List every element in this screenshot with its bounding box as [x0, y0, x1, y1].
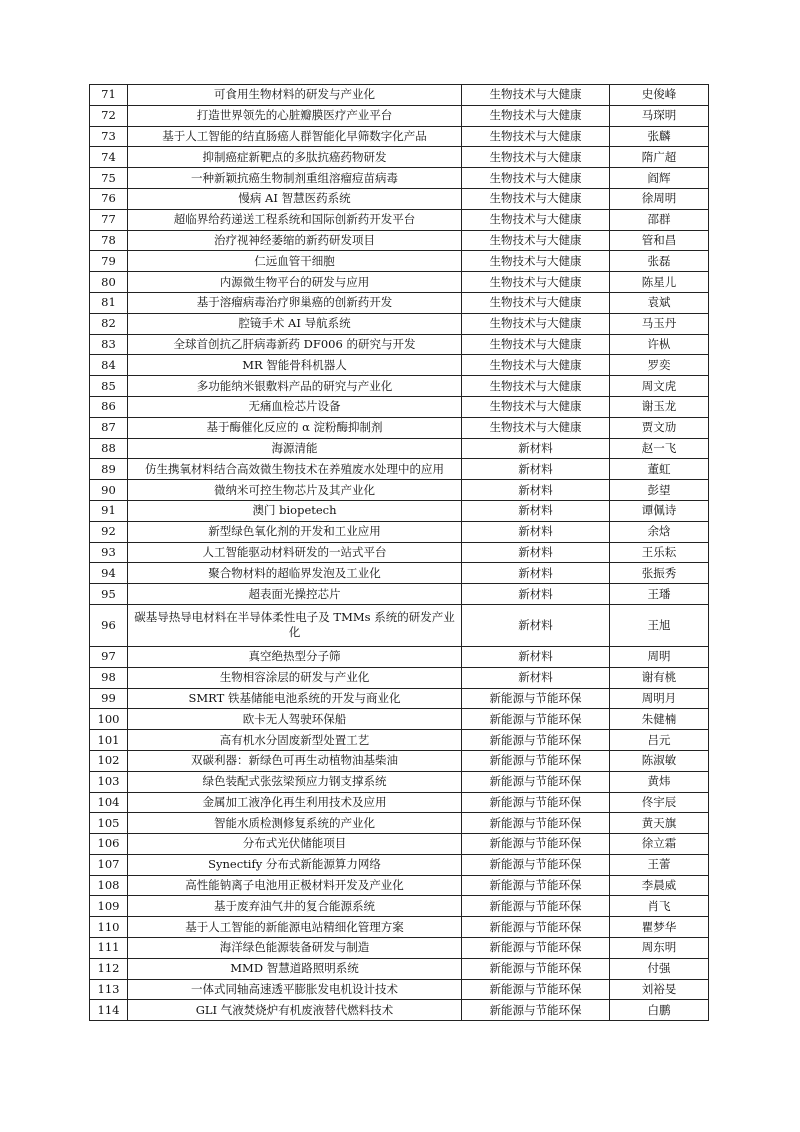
project-leader: 朱健楠	[610, 709, 709, 730]
table-row	[90, 500, 709, 521]
project-name: 超表面光操控芯片	[128, 584, 462, 605]
table-row	[90, 730, 709, 751]
project-name: 微纳米可控生物芯片及其产业化	[128, 480, 462, 501]
project-field: 生物技术与大健康	[462, 292, 610, 313]
table-row	[90, 147, 709, 168]
row-number: 112	[90, 958, 128, 979]
project-leader: 刘裕旻	[610, 979, 709, 1000]
table-row	[90, 168, 709, 189]
table-row	[90, 105, 709, 126]
table-row	[90, 417, 709, 438]
project-field: 新能源与节能环保	[462, 938, 610, 959]
table-row	[90, 979, 709, 1000]
project-leader: 陈星儿	[610, 272, 709, 293]
project-field: 生物技术与大健康	[462, 126, 610, 147]
project-field: 新能源与节能环保	[462, 979, 610, 1000]
project-field: 新能源与节能环保	[462, 813, 610, 834]
project-field: 新材料	[462, 521, 610, 542]
row-number: 99	[90, 688, 128, 709]
project-field: 新能源与节能环保	[462, 792, 610, 813]
project-leader: 管和昌	[610, 230, 709, 251]
table-row	[90, 521, 709, 542]
project-field: 生物技术与大健康	[462, 168, 610, 189]
row-number: 106	[90, 834, 128, 855]
row-number: 111	[90, 938, 128, 959]
table-row	[90, 709, 709, 730]
project-field: 新材料	[462, 667, 610, 688]
project-leader: 赵一飞	[610, 438, 709, 459]
project-field: 生物技术与大健康	[462, 209, 610, 230]
row-number: 74	[90, 147, 128, 168]
project-field: 新能源与节能环保	[462, 709, 610, 730]
project-field: 新能源与节能环保	[462, 771, 610, 792]
project-field: 新材料	[462, 438, 610, 459]
project-name: 慢病 AI 智慧医药系统	[128, 188, 462, 209]
project-field: 生物技术与大健康	[462, 272, 610, 293]
project-name: 可食用生物材料的研发与产业化	[128, 85, 462, 106]
table-row	[90, 896, 709, 917]
table-row	[90, 209, 709, 230]
row-number: 79	[90, 251, 128, 272]
project-name: 腔镜手术 AI 导航系统	[128, 313, 462, 334]
project-name: 绿色装配式张弦梁预应力钢支撑系统	[128, 771, 462, 792]
table-row	[90, 230, 709, 251]
project-table	[89, 84, 709, 1021]
row-number: 113	[90, 979, 128, 1000]
project-name: 金属加工液净化再生利用技术及应用	[128, 792, 462, 813]
project-leader: 隋广超	[610, 147, 709, 168]
project-name: 仿生携氧材料结合高效微生物技术在养殖废水处理中的应用	[128, 459, 462, 480]
row-number: 76	[90, 188, 128, 209]
project-name: 基于溶瘤病毒治疗卵巢癌的创新药开发	[128, 292, 462, 313]
project-name: 无痛血检芯片设备	[128, 396, 462, 417]
project-field: 新能源与节能环保	[462, 875, 610, 896]
row-number: 71	[90, 85, 128, 106]
row-number: 95	[90, 584, 128, 605]
table-row	[90, 334, 709, 355]
table-row	[90, 667, 709, 688]
project-field: 新能源与节能环保	[462, 688, 610, 709]
table-row	[90, 376, 709, 397]
project-leader: 周文虎	[610, 376, 709, 397]
project-field: 生物技术与大健康	[462, 188, 610, 209]
row-number: 78	[90, 230, 128, 251]
table-row	[90, 917, 709, 938]
project-field: 生物技术与大健康	[462, 334, 610, 355]
project-name: 全球首创抗乙肝病毒新药 DF006 的研究与开发	[128, 334, 462, 355]
project-name: 新型绿色氧化剂的开发和工业应用	[128, 521, 462, 542]
project-name: 聚合物材料的超临界发泡及工业化	[128, 563, 462, 584]
project-leader: 张麟	[610, 126, 709, 147]
project-name: 智能水质检测修复系统的产业化	[128, 813, 462, 834]
project-leader: 周东明	[610, 938, 709, 959]
table-row	[90, 813, 709, 834]
project-name: 打造世界领先的心脏瓣膜医疗产业平台	[128, 105, 462, 126]
project-field: 新材料	[462, 604, 610, 646]
project-leader: 张磊	[610, 251, 709, 272]
project-leader: 彭望	[610, 480, 709, 501]
table-row	[90, 792, 709, 813]
row-number: 89	[90, 459, 128, 480]
project-name: 基于废弃油气井的复合能源系统	[128, 896, 462, 917]
project-leader: 马玉丹	[610, 313, 709, 334]
project-leader: 徐立霜	[610, 834, 709, 855]
project-leader: 周明月	[610, 688, 709, 709]
project-field: 新材料	[462, 646, 610, 667]
project-name: 碳基导热导电材料在半导体柔性电子及 TMMs 系统的研发产业化	[128, 604, 462, 646]
row-number: 82	[90, 313, 128, 334]
row-number: 110	[90, 917, 128, 938]
row-number: 101	[90, 730, 128, 751]
project-field: 新材料	[462, 500, 610, 521]
project-name: 超临界给药递送工程系统和国际创新药开发平台	[128, 209, 462, 230]
project-field: 生物技术与大健康	[462, 85, 610, 106]
row-number: 108	[90, 875, 128, 896]
table-row	[90, 251, 709, 272]
table-row	[90, 355, 709, 376]
project-leader: 邵群	[610, 209, 709, 230]
project-field: 生物技术与大健康	[462, 376, 610, 397]
project-field: 新能源与节能环保	[462, 834, 610, 855]
table-row	[90, 313, 709, 334]
row-number: 107	[90, 854, 128, 875]
row-number: 91	[90, 500, 128, 521]
project-name: MMD 智慧道路照明系统	[128, 958, 462, 979]
project-name: Synectify 分布式新能源算力网络	[128, 854, 462, 875]
project-name: 一体式同轴高速透平膨胀发电机设计技术	[128, 979, 462, 1000]
project-name: 双碳利器：新绿色可再生动植物油基柴油	[128, 750, 462, 771]
project-name: 一种新颖抗癌生物制剂重组溶瘤痘苗病毒	[128, 168, 462, 189]
row-number: 84	[90, 355, 128, 376]
project-leader: 董虹	[610, 459, 709, 480]
row-number: 83	[90, 334, 128, 355]
project-name: MR 智能骨科机器人	[128, 355, 462, 376]
table-row	[90, 480, 709, 501]
table-row	[90, 604, 709, 646]
project-field: 生物技术与大健康	[462, 396, 610, 417]
project-field: 新能源与节能环保	[462, 917, 610, 938]
row-number: 93	[90, 542, 128, 563]
row-number: 72	[90, 105, 128, 126]
project-leader: 王旭	[610, 604, 709, 646]
project-field: 新材料	[462, 584, 610, 605]
table-row	[90, 688, 709, 709]
table-row	[90, 188, 709, 209]
row-number: 87	[90, 417, 128, 438]
row-number: 88	[90, 438, 128, 459]
table-row	[90, 1000, 709, 1021]
project-field: 新材料	[462, 563, 610, 584]
project-field: 新能源与节能环保	[462, 896, 610, 917]
project-field: 生物技术与大健康	[462, 147, 610, 168]
project-leader: 谢有桃	[610, 667, 709, 688]
project-leader: 罗奕	[610, 355, 709, 376]
project-leader: 马琛明	[610, 105, 709, 126]
project-field: 生物技术与大健康	[462, 417, 610, 438]
project-field: 新能源与节能环保	[462, 750, 610, 771]
project-field: 生物技术与大健康	[462, 230, 610, 251]
project-field: 生物技术与大健康	[462, 105, 610, 126]
project-leader: 徐周明	[610, 188, 709, 209]
row-number: 75	[90, 168, 128, 189]
project-leader: 贾文劢	[610, 417, 709, 438]
table-row	[90, 563, 709, 584]
project-name: 基于酶催化反应的 α 淀粉酶抑制剂	[128, 417, 462, 438]
project-leader: 袁斌	[610, 292, 709, 313]
project-name: 澳门 biopetech	[128, 500, 462, 521]
project-leader: 王蕾	[610, 854, 709, 875]
project-name: 高有机水分固废新型处置工艺	[128, 730, 462, 751]
table-row	[90, 396, 709, 417]
row-number: 77	[90, 209, 128, 230]
table-body	[90, 85, 709, 1021]
row-number: 96	[90, 604, 128, 646]
project-leader: 王璠	[610, 584, 709, 605]
table-row	[90, 771, 709, 792]
row-number: 102	[90, 750, 128, 771]
project-name: 内源微生物平台的研发与应用	[128, 272, 462, 293]
project-leader: 周明	[610, 646, 709, 667]
project-leader: 瞿梦华	[610, 917, 709, 938]
table-row	[90, 542, 709, 563]
project-leader: 佟宇辰	[610, 792, 709, 813]
project-leader: 陈淑敏	[610, 750, 709, 771]
project-field: 新能源与节能环保	[462, 730, 610, 751]
project-field: 新材料	[462, 480, 610, 501]
project-leader: 黄天旗	[610, 813, 709, 834]
project-leader: 谢玉龙	[610, 396, 709, 417]
project-name: 仁远血管干细胞	[128, 251, 462, 272]
project-leader: 付强	[610, 958, 709, 979]
row-number: 80	[90, 272, 128, 293]
project-leader: 李晨威	[610, 875, 709, 896]
table-row	[90, 834, 709, 855]
table-row	[90, 126, 709, 147]
project-field: 新能源与节能环保	[462, 1000, 610, 1021]
project-name: 欧卡无人驾驶环保船	[128, 709, 462, 730]
project-field: 生物技术与大健康	[462, 251, 610, 272]
project-name: SMRT 铁基储能电池系统的开发与商业化	[128, 688, 462, 709]
table-row	[90, 854, 709, 875]
project-name: 多功能纳米银敷料产品的研究与产业化	[128, 376, 462, 397]
table-row	[90, 85, 709, 106]
row-number: 98	[90, 667, 128, 688]
project-leader: 吕元	[610, 730, 709, 751]
project-name: 治疗视神经萎缩的新药研发项目	[128, 230, 462, 251]
table-row	[90, 459, 709, 480]
project-leader: 谭佩诗	[610, 500, 709, 521]
row-number: 100	[90, 709, 128, 730]
project-leader: 余焓	[610, 521, 709, 542]
project-name: 海洋绿色能源装备研发与制造	[128, 938, 462, 959]
table-row	[90, 584, 709, 605]
project-field: 新能源与节能环保	[462, 958, 610, 979]
row-number: 81	[90, 292, 128, 313]
project-leader: 张振秀	[610, 563, 709, 584]
row-number: 104	[90, 792, 128, 813]
row-number: 94	[90, 563, 128, 584]
project-leader: 肖飞	[610, 896, 709, 917]
table-row	[90, 646, 709, 667]
row-number: 85	[90, 376, 128, 397]
project-leader: 黄炜	[610, 771, 709, 792]
table-row	[90, 750, 709, 771]
project-field: 新能源与节能环保	[462, 854, 610, 875]
project-name: 人工智能驱动材料研发的一站式平台	[128, 542, 462, 563]
row-number: 86	[90, 396, 128, 417]
row-number: 109	[90, 896, 128, 917]
project-name: 基于人工智能的结直肠癌人群智能化早筛数字化产品	[128, 126, 462, 147]
row-number: 92	[90, 521, 128, 542]
project-name: 真空绝热型分子筛	[128, 646, 462, 667]
row-number: 114	[90, 1000, 128, 1021]
row-number: 105	[90, 813, 128, 834]
project-leader: 阎辉	[610, 168, 709, 189]
table-row	[90, 958, 709, 979]
row-number: 73	[90, 126, 128, 147]
row-number: 97	[90, 646, 128, 667]
table-row	[90, 875, 709, 896]
table-row	[90, 292, 709, 313]
table-row	[90, 272, 709, 293]
project-field: 生物技术与大健康	[462, 313, 610, 334]
project-name: 抑制癌症新靶点的多肽抗癌药物研发	[128, 147, 462, 168]
row-number: 103	[90, 771, 128, 792]
row-number: 90	[90, 480, 128, 501]
project-name: GLI 气液焚烧炉有机废液替代燃料技术	[128, 1000, 462, 1021]
project-field: 新材料	[462, 542, 610, 563]
project-name: 基于人工智能的新能源电站精细化管理方案	[128, 917, 462, 938]
table-row	[90, 438, 709, 459]
project-name: 生物相容涂层的研发与产业化	[128, 667, 462, 688]
project-name: 海源清能	[128, 438, 462, 459]
project-field: 新材料	[462, 459, 610, 480]
project-leader: 史俊峰	[610, 85, 709, 106]
project-leader: 王乐耘	[610, 542, 709, 563]
project-name: 高性能钠离子电池用正极材料开发及产业化	[128, 875, 462, 896]
project-leader: 许枞	[610, 334, 709, 355]
project-field: 生物技术与大健康	[462, 355, 610, 376]
project-leader: 白鹏	[610, 1000, 709, 1021]
project-name: 分布式光伏储能项目	[128, 834, 462, 855]
table-row	[90, 938, 709, 959]
